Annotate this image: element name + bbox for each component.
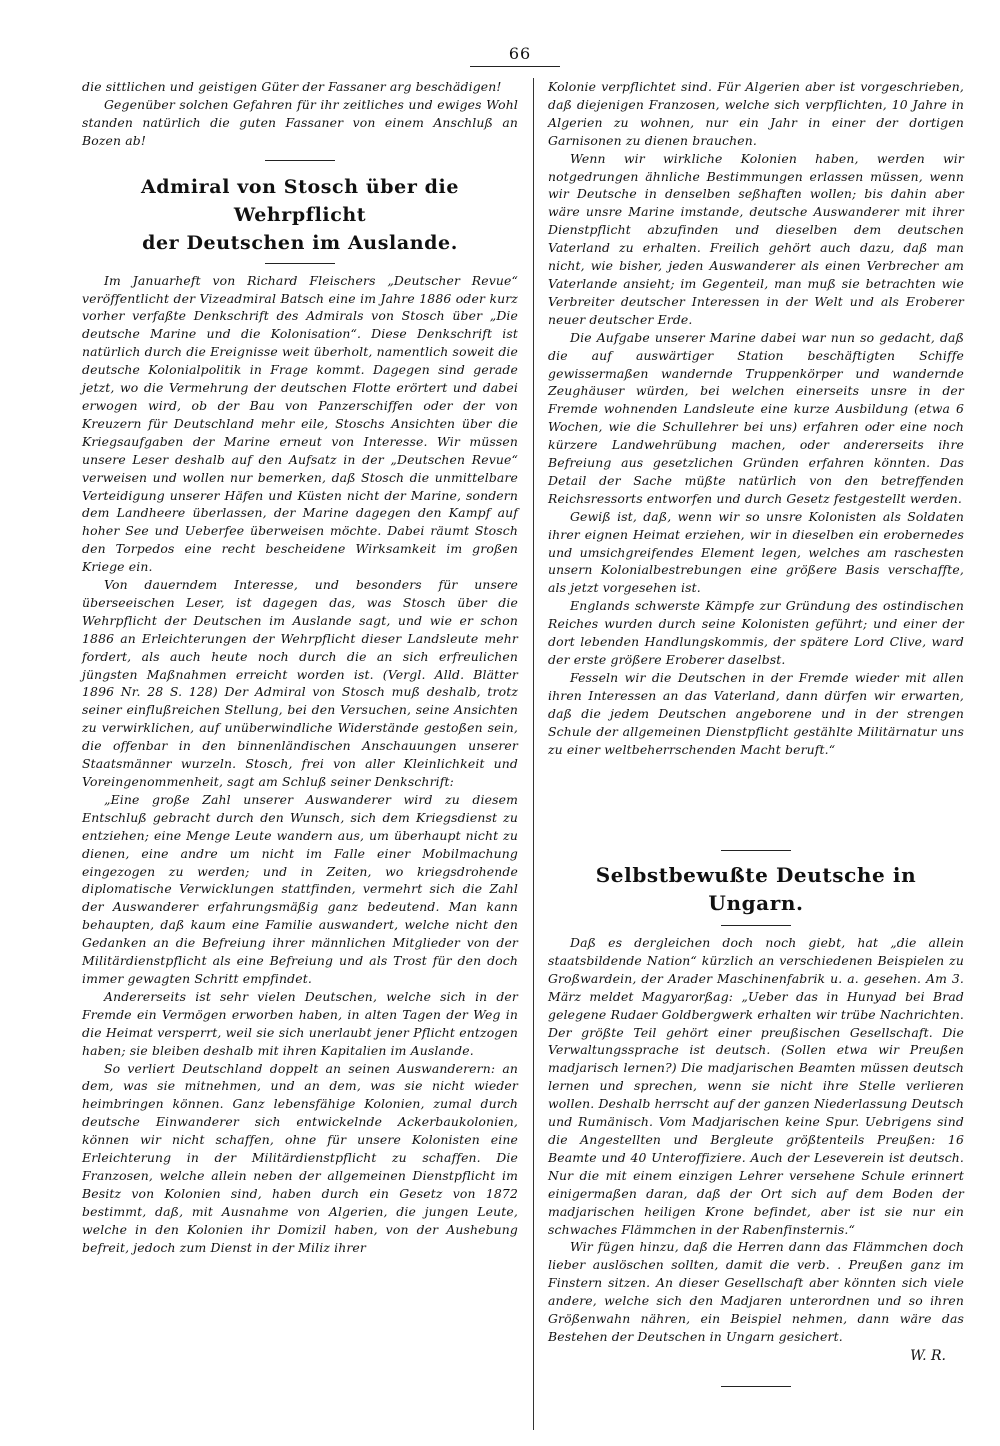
article-paragraph: Von dauerndem Interesse, und besonders für unsere überseeischen Leser, ist dagegen das, was Stosch über die Wehrpflicht der Deutschen im Auslande sagt, und wie er schon 1886 an Erleichterungen der Wehrpflicht dieser Landsleute mehr fordert, als auch heute noch durch die an sich erfreulichen jüngsten Maßnahmen erreicht worden ist. (Vergl. Alld. Blätter 1896 Nr. 28 S. 128) Der Admiral von Stosch muß deshalb, trotz seiner einflußreichen Stellung, bei den Versuchen, seine Ansichten zu verwirklichen, auf unüberwindliche Widerstände gestoßen sein, die offenbar in den binnenländischen Anschauungen unserer Staatsmänner wurzeln. Stosch, frei von aller Kleinlichkeit und Voreingenommenheit, sagt am Schluß seiner Denkschrift: xyxy=(82,577,518,789)
intro-paragraph: Gegenüber solchen Gefahren für ihr zeitliches und ewiges Wohl standen natürlich die guten Fassaner von einem Anschluß an Bozen ab! xyxy=(82,96,518,148)
author-signature: W. R. xyxy=(910,1347,946,1364)
article-paragraph: Im Januarheft von Richard Fleischers „Deutscher Revue“ veröffentlicht der Vizeadmiral Batsch eine im Jahre 1886 oder kurz vorher verfaßte Denkschrift des Admirals von Stosch über „Die deutsche Marine und die Kolonisation“. Diese Denkschrift ist natürlich durch die Ereignisse weit überholt, namentlich soweit die deutsche Kolonialpolitik in Frage kommt. Dagegen sind gerade jetzt, wo die Vermehrung der deutschen Flotte erörtert und dabei erwogen wird, ob der Bau von Panzerschiffen oder der von Kreuzern für Deutschland mehr eile, Stoschs Ansichten über die Kriegsaufgaben der Marine erneut von Interesse. Wir müssen unsere Leser deshalb auf den Aufsatz in der „Deutschen Revue“ verweisen und wollen nur bemerken, daß Stosch die unmittelbare Verteidigung unserer Häfen und Küsten nicht der Marine, sondern dem Landheere überlassen, der Marine dagegen den Kampf auf hoher See und Ueberfee überweisen möchte. Dabei räumt Stosch den Torpedos eine recht bescheidene Wirksamkeit im großen Kriege ein. xyxy=(82,272,518,575)
quote-paragraph: „Eine große Zahl unserer Auswanderer wird zu diesem Entschluß gebracht durch den Wunsch, sich dem Kriegsdienst zu entziehen; eine Menge Leute wandern aus, um überhaupt nicht zu dienen, eine andre um nicht im Falle einer Mobilmachung eingezogen zu werden; und in Zeiten, wo kriegsdrohende diplomatische Verwicklungen stattfinden, vermehrt sich die Zahl der Auswanderer erfahrungsmäßig ganz bedeutend. Man kann behaupten, daß kaum eine Familie auswandert, welche nicht den Gedanken an die Befreiung ihrer männlichen Mitglieder von der Militärdienstpflicht als eine Befreiung und als Trost für den doch immer gewagten Schritt empfindet. xyxy=(82,791,518,986)
section-divider xyxy=(721,850,791,851)
right-column-article xyxy=(548,840,964,1387)
article-title-line: Admiral von Stosch über die Wehrpflicht xyxy=(140,175,460,226)
article-title-line: der Deutschen im Auslande. xyxy=(142,231,458,254)
section-divider xyxy=(265,160,335,161)
end-divider xyxy=(721,1386,791,1387)
title-underline xyxy=(265,263,335,264)
page-number: 66 xyxy=(508,44,532,63)
article-title-stosch xyxy=(82,173,518,257)
column-divider xyxy=(533,78,534,1430)
quote-paragraph: Wenn wir wirkliche Kolonien haben, werden wir notgedrungen ähnliche Bestimmungen erlassen müssen, wenn wir Deutsche in denselben seßhaften wollen; bis dahin aber wäre unsre Marine imstande, deutsche Auswanderer mit ihrer Dienstpflicht abzufinden und dieselben dem deutschen Vaterland zu erhalten. Freilich gehört auch dazu, daß man nicht, wie bisher, jeden Auswanderer als einen Verbrecher am Vaterlande ansieht; im Gegenteil, man muß sie betrachten wie Verbreiter deutscher Interessen in der Welt und als Eroberer neuer deutscher Erde. xyxy=(548,150,964,327)
article-title-ungarn: Selbstbewußte Deutsche in Ungarn. xyxy=(595,863,917,915)
quote-paragraph: Andererseits ist sehr vielen Deutschen, welche sich in der Fremde ein Vermögen erworben haben, in alten Tagen der Weg in die Heimat versperrt, weil sie sich unerlaubt jener Pflicht entzogen haben; sie bleiben deshalb mit ihren Kapitalien im Auslande. xyxy=(82,988,518,1058)
quote-paragraph: Fesseln wir die Deutschen in der Fremde wieder mit allen ihren Interessen an das Vaterland, dann dürfen wir erwarten, daß die jedem Deutschen angeborene und in der strengen Schule der allgemeinen Dienstpflicht gestählte Militärnatur uns zu einer weltbeherrschenden Macht beruft.“ xyxy=(548,669,964,757)
right-column xyxy=(548,78,964,758)
article-paragraph: Wir fügen hinzu, daß die Herren dann das Flämmchen doch lieber auslöschen sollten, damit die verb. . Preußen ganz im Finstern sitzen. An dieser Gesellschaft aber könnten sich viele andere, welche sich den Madjaren unterordnen und so ihren Größenwahn nähren, ein Beispiel nehmen, dann wäre das Bestehen der Deutschen in Ungarn gesichert. xyxy=(548,1239,964,1344)
intro-paragraph: die sittlichen und geistigen Güter der Fassaner arg beschädigen! xyxy=(82,79,502,94)
header-rule xyxy=(470,66,560,67)
title-underline xyxy=(721,925,791,926)
quote-paragraph: Gewiß ist, daß, wenn wir so unsre Kolonisten als Soldaten ihrer eignen Heimat erziehen, wir in dieselben ein erobernedes und umsichgreifendes Element legen, welches am raschesten unsern Kolonialbestrebungen eine größere Basis verschaffte, als jetzt vorgesehen ist. xyxy=(548,508,964,596)
article-paragraph: Daß es dergleichen doch noch giebt, hat „die allein staatsbildende Nation“ kürzlich an verschiedenen Beispielen zu Großwardein, der Arader Maschinenfabrik u. a. gesehen. Am 3. März meldet Magyarorßag: „Ueber das in Hunyad bei Brad gelegene Rudaer Goldbergwerk erhalten wir trübe Nachrichten. Der größte Teil gehört einer preußischen Gesellschaft. Die Verwaltungssprache ist deutsch. (Sollen etwa wir Preußen madjarisch lernen?) Die madjarischen Beamten müssen deutsch lernen und sprechen, wenn sie nicht ihre Stelle verlieren wollen. Deshalb herrscht auf der ganzen Niederlassung Deutsch und Rumänisch. Vom Madjarischen keine Spur. Uebrigens sind die Angestellten und Bergleute größtenteils Preußen: 16 Beamte und 40 Unteroffiziere. Auch der Leseverein ist deutsch. Nur die mit einem einzigen Lehrer versehene Schule erinnert einigermaßen daran, daß der Ort sich auf dem Boden der madjarischen heiligen Krone befindet, aber ist sie nur ein schwaches Flämmchen in der Rabenfinsternis.“ xyxy=(548,935,964,1237)
left-column xyxy=(82,78,518,1256)
quote-paragraph: Kolonie verpflichtet sind. Für Algerien aber ist vorgeschrieben, daß diejenigen Franzosen, welche sich verpflichten, 10 Jahre in Algerien zu wohnen, nur ein Jahr in einer der dortigen Garnisonen zu dienen brauchen. xyxy=(548,79,964,148)
quote-paragraph: Englands schwerste Kämpfe zur Gründung des ostindischen Reiches wurden durch seine Kolonisten geführt; und einer der dort lebenden Handlungskommis, der spätere Lord Clive, ward der erste größere Eroberer daselbst. xyxy=(548,598,964,667)
quote-paragraph: So verliert Deutschland doppelt an seinen Auswanderern: an dem, was sie mitnehmen, und an dem, was sie nicht wieder heimbringen können. Ganz lebensfähige Kolonien, zumal durch deutsche Einwanderer sich entwickelnde Ackerbaukolonien, können wir nicht schaffen, ohne für unsere Kolonisten eine Erleichterung in der Militärdienstpflicht zu schaffen. Die Franzosen, welche allein neben der allgemeinen Dienstpflicht im Besitz von Kolonien sind, haben durch ein Gesetz von 1872 bestimmt, daß, mit Ausnahme von Algerien, die jungen Leute, welche in den Kolonien ihr Domizil haben, von der Aushebung befreit, jedoch zum Dienst in der Miliz ihrer xyxy=(82,1060,518,1255)
quote-paragraph: Die Aufgabe unserer Marine dabei war nun so gedacht, daß die auf auswärtiger Station beschäftigten Schiffe gewissermaßen wandernde Truppenkörper und wandernde Zeughäuser würden, bei welchen einerseits unsre in der Fremde wohnenden Landsleute eine kurze Ausbildung (etwa 6 Wochen, wie die Schullehrer bei uns) erfahren oder eine noch kürzere Landwehrübung machen, oder andererseits ihre Befreiung aus gesetzlichen Gründen erfahren könnten. Das Detail der Sache müßte natürlich von den betreffenden Reichsressorts entworfen und durch Gesetz festgestellt werden. xyxy=(548,329,964,506)
